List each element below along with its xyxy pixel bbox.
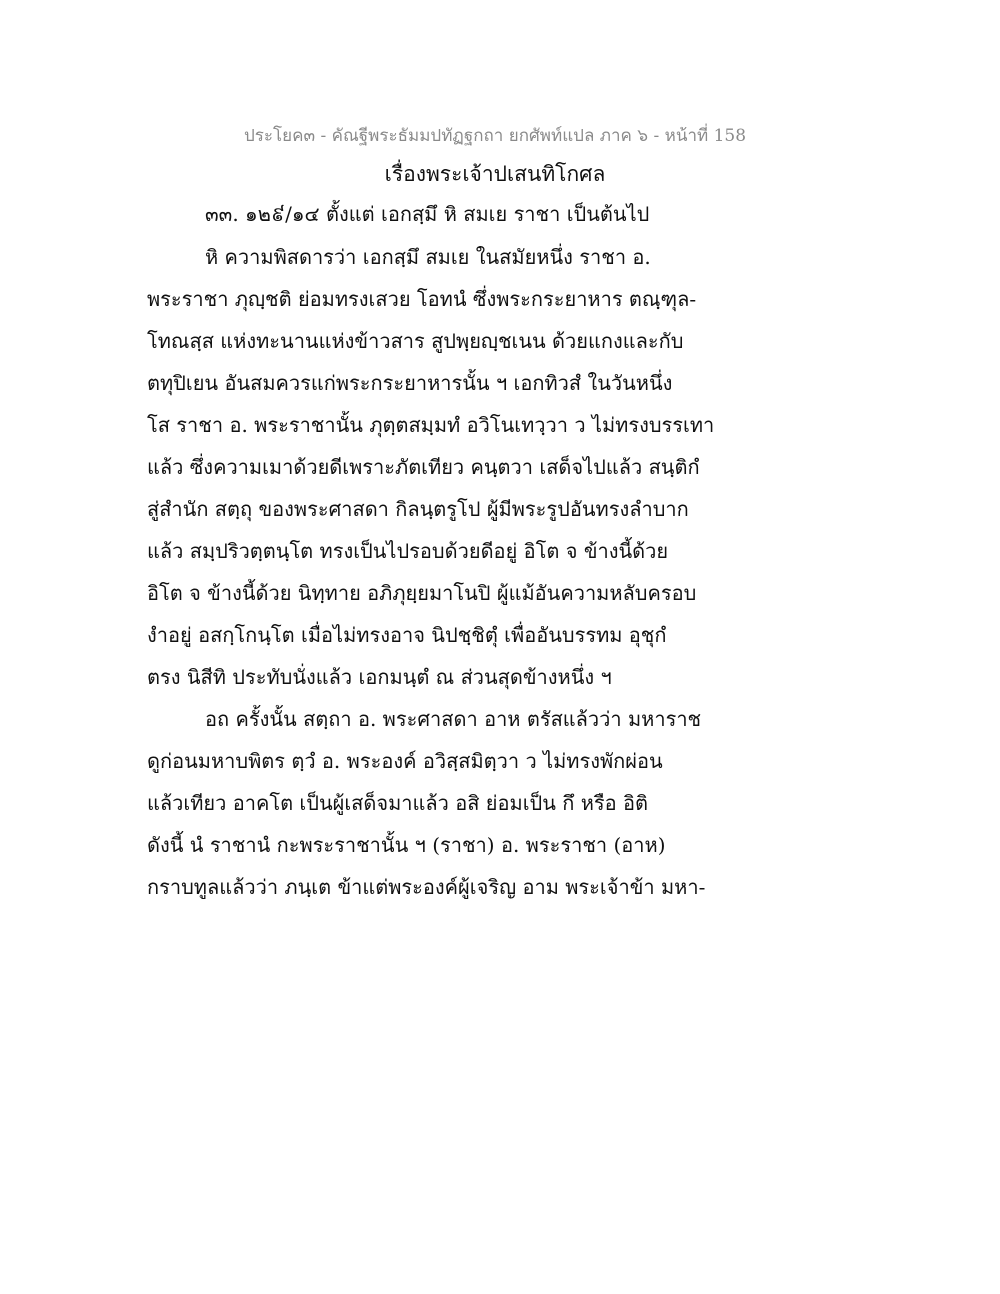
text-line: ดูก่อนมหาบพิตร ตฺวํ อ. พระองค์ อวิสฺสมิตฺวา ว ไม่ทรงพักผ่อน (147, 749, 663, 773)
text-line: พระราชา ภุญฺชติ ย่อมทรงเสวย โอทนํ ซึ่งพระกระยาหาร ตณฺฑุล- (147, 287, 697, 311)
text-line: ตทุปิเยน อันสมควรแก่พระกระยาหารนั้น ฯ เอกทิวสํ ในวันหนึ่ง (147, 371, 673, 395)
text-line: กราบทูลแล้วว่า ภนฺเต ข้าแต่พระองค์ผู้เจริญ อาม พระเจ้าข้า มหา- (147, 875, 706, 899)
text-line: ดังนี้ นํ ราชานํ กะพระราชานั้น ฯ (ราชา) อ. พระราชา (อาห) (147, 833, 666, 857)
text-line: สู่สำนัก สตฺถุ ของพระศาสดา กิลนฺตรูโป ผู้มีพระรูปอันทรงลำบาก (147, 497, 689, 521)
running-header: ประโยค๓ - คัณฐีพระธัมมปทัฏฐกถา ยกศัพท์แปล ภาค ๖ - หน้าที่ 158 (243, 126, 747, 146)
text-line: อิโต จ ข้างนี้ด้วย นิทฺทาย อภิภุยฺยมาโนปิ ผู้แม้อันความหลับครอบ (147, 581, 697, 605)
text-line: แล้วเทียว อาคโต เป็นผู้เสด็จมาแล้ว อสิ ย่อมเป็น กึ หรือ อิติ (147, 791, 649, 815)
story-title: เรื่องพระเจ้าปเสนทิโกศล (384, 162, 606, 186)
text-line: แล้ว สมฺปริวตฺตนฺโต ทรงเป็นไปรอบด้วยดีอยู่ อิโต จ ข้างนี้ด้วย (147, 539, 669, 563)
text-line: แล้ว ซึ่งความเมาด้วยดีเพราะภัตเทียว คนฺตวา เสด็จไปแล้ว สนฺติกํ (147, 455, 700, 479)
text-line: งำอยู่ อสกฺโกนฺโต เมื่อไม่ทรงอาจ นิปชฺชิตุํ เพื่ออันบรรทม อุชุกํ (147, 623, 667, 647)
text-line: อถ ครั้งนั้น สตฺถา อ. พระศาสดา อาห ตรัสแล้วว่า มหาราช (205, 707, 702, 731)
text-line: ๓๓. ๑๒៩/๑๔ ตั้งแต่ เอกสฺมึ หิ สมเย ราชา เป็นต้นไป (205, 202, 650, 226)
text-line: โส ราชา อ. พระราชานั้น ภุตฺตสมฺมทํ อวิโนเทวฺวา ว ไม่ทรงบรรเทา (147, 413, 715, 437)
text-line: หิ ความพิสดารว่า เอกสฺมึ สมเย ในสมัยหนึ่ง ราชา อ. (205, 245, 651, 269)
text-line: ตรง นิสีทิ ประทับนั่งแล้ว เอกมนฺตํ ณ ส่วนสุดข้างหนึ่ง ฯ (147, 665, 612, 689)
text-line: โทณสฺส แห่งทะนานแห่งข้าวสาร สูปพฺยญฺชเนน ด้วยแกงและกับ (147, 329, 684, 353)
